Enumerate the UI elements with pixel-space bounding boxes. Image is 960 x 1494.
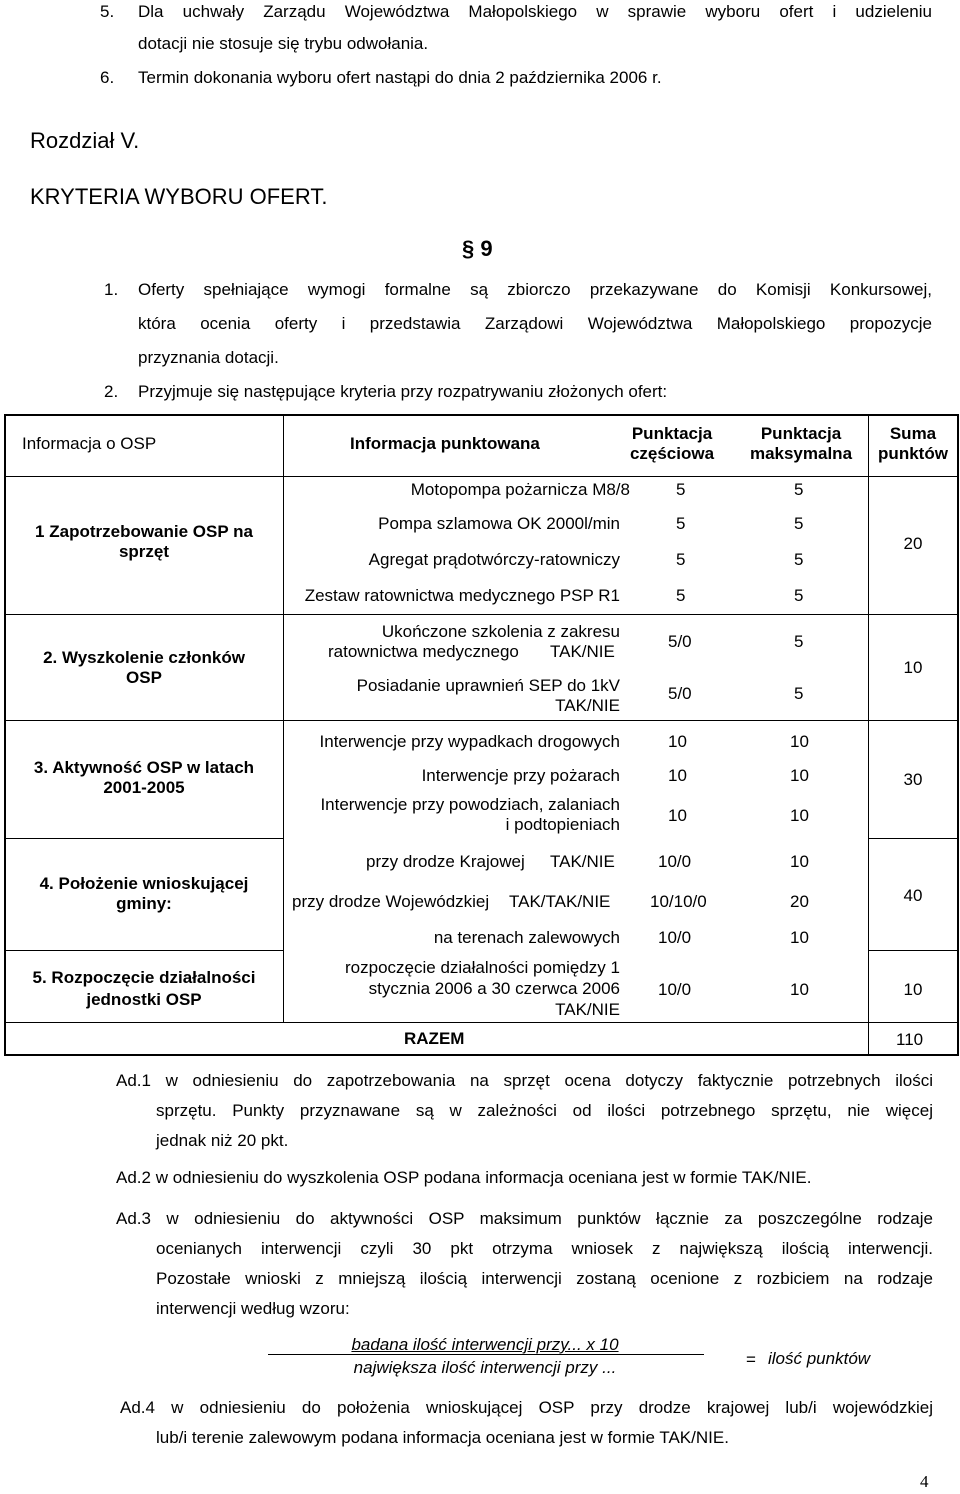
g3-r1-czesciowa: 10 — [668, 732, 687, 751]
formula-equals: = — [746, 1350, 756, 1369]
g2-r1-czesciowa: 5/0 — [668, 632, 692, 651]
g5-r1-info-line2: stycznia 2006 a 30 czerwca 2006 — [368, 979, 620, 998]
para-5-line2: dotacji nie stosuje się trybu odwołania. — [138, 34, 429, 53]
g4-label-line1: 4. Położenie wnioskującej — [39, 874, 249, 893]
ad2-line1: Ad.2 w odniesieniu do wyszkolenia OSP podana informacja oceniana jest w formie TAK/NIE. — [116, 1168, 812, 1187]
ad3-line2: ocenianych interwencji czyli 30 pkt otrzyma wniosek z największą ilością interwencji. — [156, 1239, 933, 1258]
g3-r1-maksymalna: 10 — [790, 732, 809, 751]
para-1-line2: która ocenia oferty i przedstawia Zarządowi Województwa Małopolskiego propozycje — [138, 314, 932, 333]
chapter-subtitle: KRYTERIA WYBORU OFERT. — [30, 184, 328, 209]
g2-r2-czesciowa: 5/0 — [668, 684, 692, 703]
g2-r1-maksymalna: 5 — [794, 632, 804, 651]
g1-r2-czesciowa: 5 — [676, 514, 686, 533]
formula-numerator: badana ilość interwencji przy... x 10 — [351, 1335, 619, 1354]
g1-r1-info: Motopompa pożarnicza M8/8 — [410, 480, 630, 499]
formula-denominator: największa ilość interwencji przy ... — [353, 1358, 617, 1377]
section-symbol: § 9 — [462, 236, 493, 261]
g2-r2-maksymalna: 5 — [794, 684, 804, 703]
ad1-line3: jednak niż 20 pkt. — [156, 1131, 289, 1150]
g3-r1-info: Interwencje przy wypadkach drogowych — [319, 732, 620, 751]
g5-r1-czesciowa: 10/0 — [658, 980, 692, 999]
ad4-line2: lub/i terenie zalewowym podana informacja oceniana jest w formie TAK/NIE. — [156, 1428, 729, 1447]
ad3-line4: interwencji według wzoru: — [156, 1299, 350, 1318]
g2-r1-info-line1: Ukończone szkolenia z zakresu — [381, 622, 620, 641]
g2-r1-info-line2: ratownictwa medycznego — [328, 642, 519, 661]
header-info-punktowana: Informacja punktowana — [350, 434, 540, 453]
g4-sum: 40 — [903, 886, 923, 905]
ad1-line2: sprzętu. Punkty przyznawane są w zależności od ilości potrzebnego sprzętu, nie więcej — [156, 1101, 933, 1120]
g4-r1-czesciowa: 10/0 — [658, 852, 692, 871]
g3-r3-info-line1: Interwencje przy powodziach, zalaniach — [320, 795, 620, 814]
g3-r3-info-line2: i podtopieniach — [505, 815, 620, 834]
g1-r4-info: Zestaw ratownictwa medycznego PSP R1 — [304, 586, 620, 605]
g3-r3-maksymalna: 10 — [790, 806, 809, 825]
formula-fraction-line — [268, 1354, 704, 1355]
ad1-line1: Ad.1 w odniesieniu do zapotrzebowania na sprzęt ocena dotyczy faktycznie potrzebnych ilości — [116, 1071, 933, 1090]
g5-label-line1: 5. Rozpoczęcie działalności — [32, 968, 256, 987]
header-suma-line1: Suma — [889, 424, 937, 443]
g1-r2-info: Pompa szlamowa OK 2000l/min — [378, 514, 620, 533]
g1-r4-czesciowa: 5 — [676, 586, 686, 605]
para-1-line1: Oferty spełniające wymogi formalne są zbiorczo przekazywane do Komisji Konkursowej, — [138, 280, 932, 299]
chapter-title: Rozdział V. — [30, 128, 140, 153]
g4-r2-info: przy drodze Wojewódzkiej — [292, 892, 490, 911]
g3-label-line1: 3. Aktywność OSP w latach — [33, 758, 255, 777]
g2-r2-info-line1: Posiadanie uprawnień SEP do 1kV — [356, 676, 620, 695]
g2-label-line2: OSP — [126, 668, 162, 687]
g5-r1-tak-nie: TAK/NIE — [555, 1000, 620, 1019]
g4-r1-info: przy drodze Krajowej — [366, 852, 525, 871]
header-punktacja-maks-line1: Punktacja — [760, 424, 842, 443]
g4-r3-info: na terenach zalewowych — [433, 928, 620, 947]
g4-r2-maksymalna: 20 — [790, 892, 809, 911]
header-info-osp: Informacja o OSP — [22, 434, 157, 453]
para-6-number: 6. — [100, 68, 115, 87]
g3-r3-czesciowa: 10 — [668, 806, 687, 825]
g4-r2-czesciowa: 10/10/0 — [650, 892, 707, 911]
g5-r1-info-line1: rozpoczęcie działalności pomiędzy 1 — [345, 958, 620, 977]
g3-r2-czesciowa: 10 — [668, 766, 687, 785]
g4-r2-tak-nie: TAK/TAK/NIE — [509, 892, 611, 911]
g1-sum: 20 — [903, 534, 923, 553]
g5-sum: 10 — [903, 980, 923, 999]
g1-r1-maksymalna: 5 — [794, 480, 804, 499]
g1-r3-info: Agregat prądotwórczy-ratowniczy — [368, 550, 620, 569]
g4-label-line2: gminy: — [116, 894, 172, 913]
para-1-line3: przyznania dotacji. — [138, 348, 279, 367]
formula-result: ilość punktów — [768, 1349, 871, 1368]
g1-label-line2: sprzęt — [118, 542, 170, 561]
header-punktacja-czesciowa-line2: częściowa — [629, 444, 715, 463]
header-punktacja-czesciowa-line1: Punktacja — [631, 424, 713, 443]
header-punktacja-maks-line2: maksymalna — [749, 444, 853, 463]
g4-r1-maksymalna: 10 — [790, 852, 809, 871]
g3-r2-maksymalna: 10 — [790, 766, 809, 785]
g1-label-line1: 1 Zapotrzebowanie OSP na — [35, 522, 253, 541]
para-2-line1: Przyjmuje się następujące kryteria przy rozpatrywaniu złożonych ofert: — [138, 382, 668, 401]
g1-r2-maksymalna: 5 — [794, 514, 804, 533]
g3-sum: 30 — [903, 770, 923, 789]
g1-r3-czesciowa: 5 — [676, 550, 686, 569]
ad3-line3: Pozostałe wnioski z mniejszą ilością interwencji zostaną ocenione z rozbiciem na rodzaje — [156, 1269, 933, 1288]
para-5-line1: Dla uchwały Zarządu Województwa Małopolskiego w sprawie wyboru ofert i udzieleniu — [138, 2, 932, 21]
para-6-line1: Termin dokonania wyboru ofert nastąpi do dnia 2 października 2006 r. — [138, 68, 662, 87]
g1-r1-czesciowa: 5 — [676, 480, 686, 499]
para-5-number: 5. — [100, 2, 115, 21]
total-label: RAZEM — [404, 1029, 465, 1048]
ad3-line1: Ad.3 w odniesieniu do aktywności OSP maksimum punktów łącznie za poszczególne rodzaje — [116, 1209, 933, 1228]
g4-r3-czesciowa: 10/0 — [658, 928, 692, 947]
para-1-number: 1. — [104, 280, 119, 299]
g4-r3-maksymalna: 10 — [790, 928, 809, 947]
g3-label-line2: 2001-2005 — [103, 778, 185, 797]
ad4-line1: Ad.4 w odniesieniu do położenia wnioskującej OSP przy drodze krajowej lub/i wojewódzkiej — [120, 1398, 933, 1417]
g2-r2-tak-nie: TAK/NIE — [555, 696, 620, 715]
g2-label-line1: 2. Wyszkolenie członków — [43, 648, 245, 667]
para-2-number: 2. — [104, 382, 119, 401]
page-number: 4 — [920, 1472, 929, 1491]
header-suma-line2: punktów — [878, 444, 948, 463]
g5-label-line2: jednostki OSP — [86, 990, 202, 1009]
g2-sum: 10 — [903, 658, 923, 677]
g5-r1-maksymalna: 10 — [790, 980, 809, 999]
g1-r4-maksymalna: 5 — [794, 586, 804, 605]
g2-r1-tak-nie: TAK/NIE — [550, 642, 615, 661]
g1-r3-maksymalna: 5 — [794, 550, 804, 569]
g3-r2-info: Interwencje przy pożarach — [421, 766, 620, 785]
g4-r1-tak-nie: TAK/NIE — [550, 852, 615, 871]
total-value: 110 — [896, 1030, 924, 1049]
